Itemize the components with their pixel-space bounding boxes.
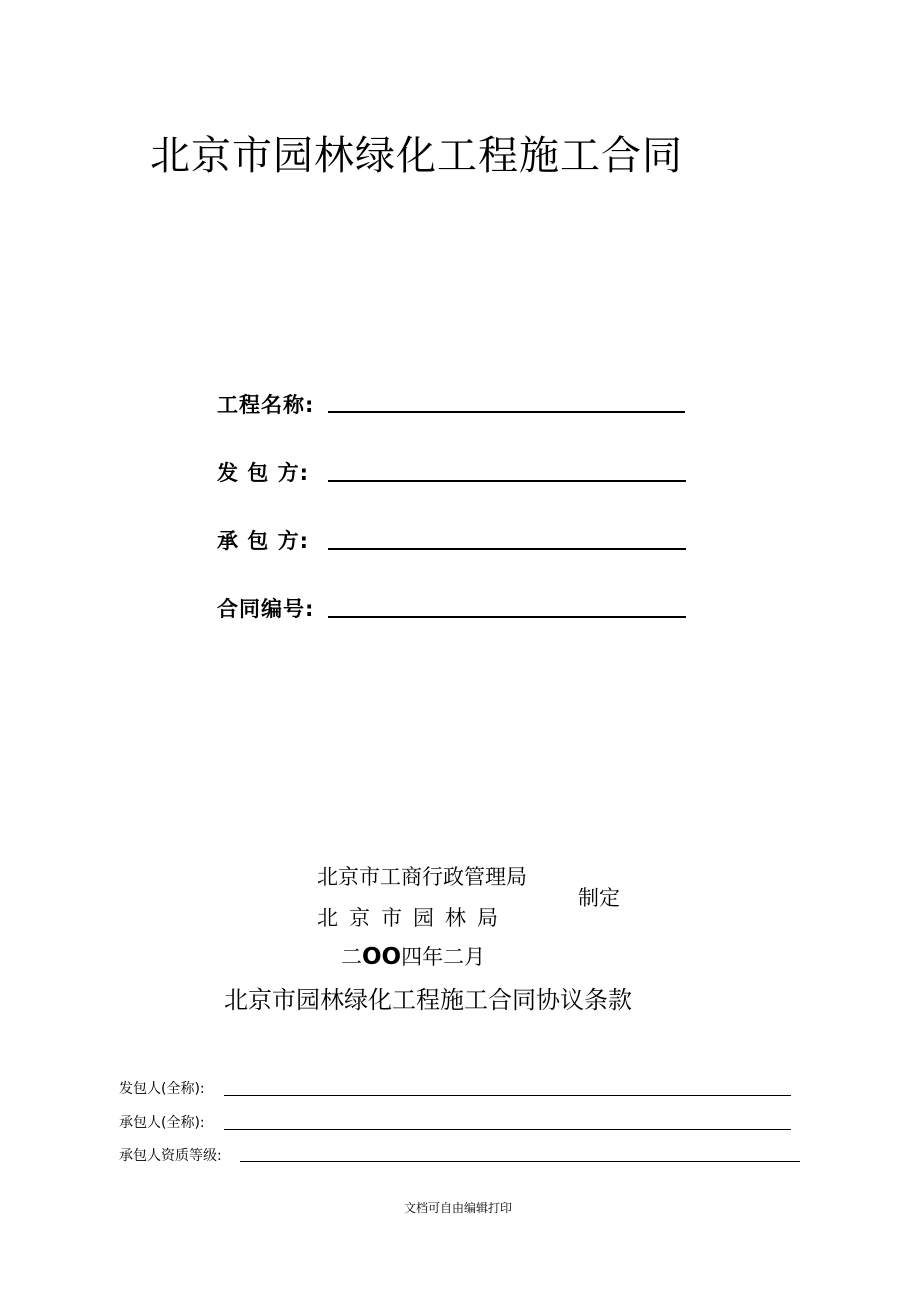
- footer-note: 文档可自由编辑打印: [404, 1201, 513, 1215]
- contract-number-label: 合同编号:: [217, 597, 315, 621]
- agreement-title: 北京市园林绿化工程施工合同协议条款: [224, 986, 632, 1014]
- issuer-aic: 北京市工商行政管理局: [317, 865, 527, 889]
- employer-fullname-label: 发包人(全称):: [119, 1081, 205, 1097]
- employer-fullname-line: [224, 1095, 791, 1096]
- project-name-label: 工程名称:: [217, 393, 315, 417]
- issued-action: 制定: [578, 886, 620, 910]
- contractor-qualification-label: 承包人资质等级:: [119, 1148, 222, 1164]
- employer-line: [328, 480, 686, 482]
- contractor-qualification-line: [240, 1161, 800, 1162]
- issue-date: [341, 941, 485, 971]
- contractor-label: 承 包 方:: [217, 529, 310, 553]
- issuer-landscape-bureau: 北京市园林局: [317, 906, 509, 930]
- date-suffix: 四年二月: [401, 945, 486, 969]
- contract-title: 北京市园林绿化工程施工合同: [150, 133, 683, 179]
- employer-label: 发 包 方:: [217, 461, 310, 485]
- contractor-fullname-label: 承包人(全称):: [119, 1115, 205, 1131]
- contractor-line: [328, 548, 686, 550]
- contractor-fullname-line: [224, 1129, 791, 1130]
- contract-number-line: [328, 616, 686, 618]
- date-oo: OO: [362, 944, 402, 970]
- date-prefix: 二: [341, 945, 362, 969]
- project-name-line: [328, 411, 685, 413]
